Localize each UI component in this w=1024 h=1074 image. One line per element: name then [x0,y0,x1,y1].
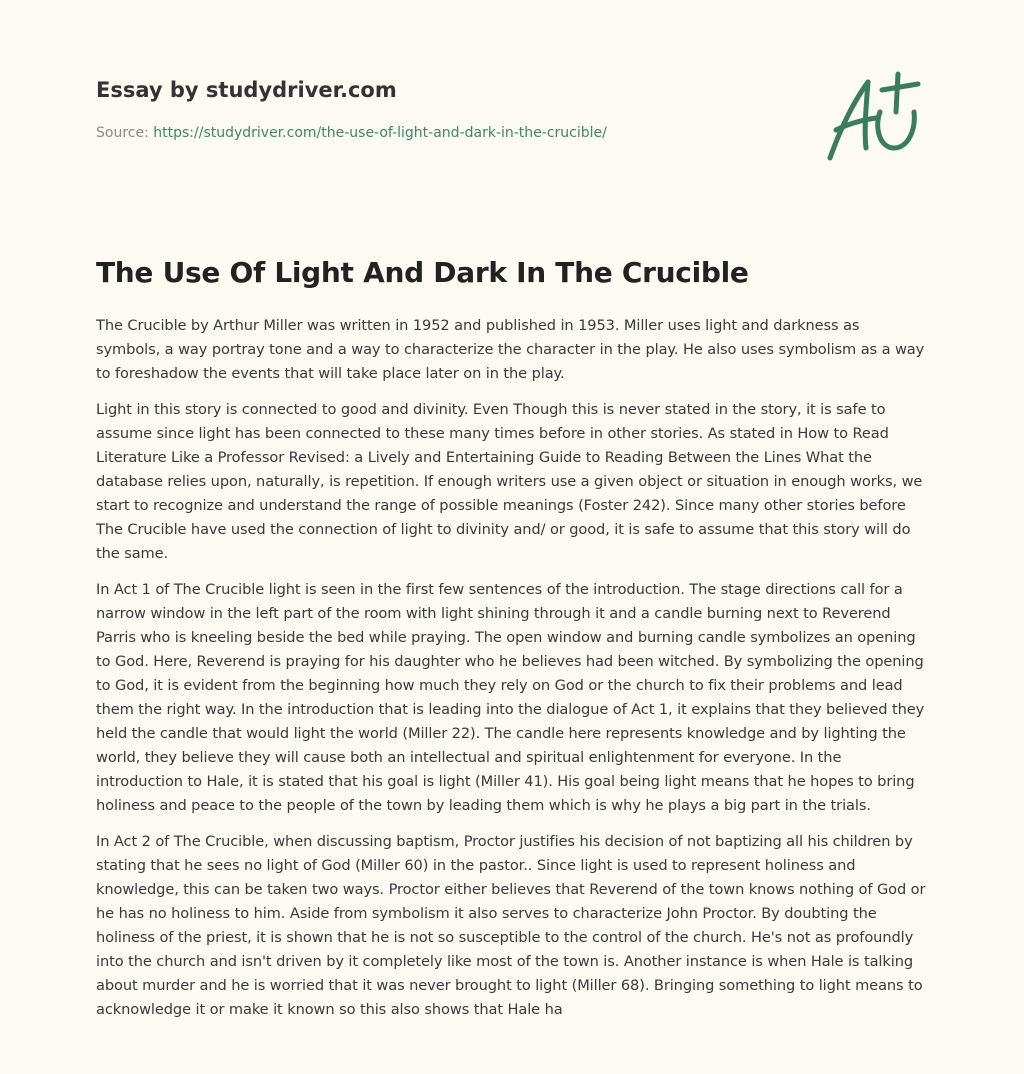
article-body [96,314,928,1034]
paragraph: The Crucible by Arthur Miller was written in 1952 and published in 1953. Miller uses light and darkness as symbols, a way portray tone and a way to characterize the character in the play. He also uses symbolism as a way to foreshadow the events that will take place later on in the play. [96,317,925,382]
paragraph: In Act 2 of The Crucible, when discussing baptism, Proctor justifies his decision of not baptizing all his children by stating that he sees no light of God (Miller 60) in the pastor.. Since light is used to represent holiness and knowledge, this can be taken two ways. Proctor either believes that Reverend of the town knows nothing of God or he has no holiness to him. Aside from symbolism it also serves to characterize John Proctor. By doubting the holiness of the priest, it is shown that he is not so susceptible to the control of the church. He's not as profoundly into the church and isn't driven by it completely like most of the town is. Another instance is when Hale is talking about murder and he is worried that it was never brought to light (Miller 68). Bringing something to light means to acknowledge it or make it known so this also shows that Hale ha [96,833,926,1018]
source-link[interactable]: https://studydriver.com/the-use-of-light-and-dark-in-the-crucible/ [153,125,607,141]
paragraph: In Act 1 of The Crucible light is seen in the first few sentences of the introduction. The stage directions call for a narrow window in the left part of the room with light shining through it and a candle burning next to Reverend Parris who is kneeling beside the bed while praying. The open window and burning candle symbolizes an opening to God. Here, Reverend is praying for his daughter who he believes had been witched. By symbolizing the opening to God, it is evident from the beginning how much they rely on God or the church to fix their problems and lead them the right way. In the introduction that is leading into the dialogue of Act 1, it explains that they believed they held the candle that would light the world (Miller 22). The candle here represents knowledge and by lighting the world, they believe they will cause both an intellectual and spiritual enlightenment for everyone. In the introduction to Hale, it is stated that his goal is light (Miller 41). His goal being light means that he hopes to bring holiness and peace to the people of the town by leading them which is why he plays a big part in the trials. [96,581,925,814]
article-title: The Use Of Light And Dark In The Crucible [96,256,749,289]
paragraph: Light in this story is connected to good and divinity. Even Though this is never stated in the story, it is safe to assume since light has been connected to these many times before in other stories. As stated in How to Read Literature Like a Professor Revised: a Lively and Entertaining Guide to Reading Between the Lines What the database relies upon, naturally, is repetition. If enough writers use a given object or situation in enough works, we start to recognize and understand the range of possible meanings (Foster 242). Since many other stories before The Crucible have used the connection of light to divinity and/ or good, it is safe to assume that this story will do the same. [96,401,923,562]
source-line [96,124,696,142]
source-label: Source: [96,125,154,141]
a-plus-logo-icon [822,68,928,164]
brand-title: Essay by studydriver.com [96,78,397,102]
site-header [96,76,696,142]
